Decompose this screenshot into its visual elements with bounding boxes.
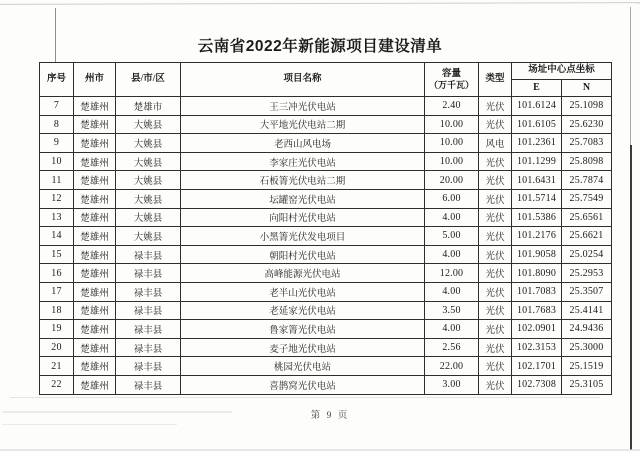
cell-coord-n: 25.7549 [562,189,612,208]
cell-city: 楚雄州 [74,171,116,190]
cell-coord-e: 102.7308 [512,375,562,394]
cell-no: 22 [40,375,74,394]
cell-coord-e: 101.7083 [512,282,562,301]
cell-coord-n: 25.3105 [562,375,612,394]
cell-capacity: 4.00 [425,208,479,227]
cell-county: 大姚县 [116,208,181,227]
table-row [40,134,612,153]
cell-city: 楚雄州 [74,189,116,208]
cell-no: 11 [40,171,74,190]
col-header-no: 序号 [40,63,74,97]
cell-project-name: 老半山光伏电站 [181,282,425,301]
cell-project-name: 王三冲光伏电站 [181,97,425,116]
cell-city: 楚雄州 [74,338,116,357]
capacity-label-line2: （万千瓦） [428,79,474,90]
cell-capacity: 5.00 [425,227,479,246]
cell-county: 禄丰县 [116,357,181,376]
cell-no: 7 [40,97,74,116]
col-header-city: 州市 [74,63,116,97]
cell-project-name: 鲁家箐光伏电站 [181,320,425,339]
table-row [40,115,612,134]
table-row [40,208,612,227]
table-row [40,338,612,357]
cell-capacity: 4.00 [425,320,479,339]
cell-coord-n: 24.9436 [562,320,612,339]
cell-capacity: 10.00 [425,115,479,134]
cell-coord-n: 25.1098 [562,97,612,116]
cell-city: 楚雄州 [74,227,116,246]
table-row [40,357,612,376]
table-row [40,171,612,190]
cell-city: 楚雄州 [74,264,116,283]
cell-capacity: 20.00 [425,171,479,190]
cell-type: 光伏 [479,97,512,116]
cell-county: 大姚县 [116,227,181,246]
col-header-county: 县/市/区 [116,63,181,97]
cell-coord-e: 101.5714 [512,189,562,208]
scan-smudge [10,397,600,398]
cell-project-name: 李家庄光伏电站 [181,152,425,171]
capacity-label-line1: 容量 [441,68,461,79]
cell-city: 楚雄州 [74,245,116,264]
cell-capacity: 10.00 [425,152,479,171]
cell-project-name: 麦子地光伏电站 [181,338,425,357]
table-row [40,264,612,283]
cell-coord-e: 101.7683 [512,301,562,320]
cell-coord-e: 101.6105 [512,115,562,134]
cell-project-name: 石板箐光伏电站二期 [181,171,425,190]
cell-no: 9 [40,134,74,153]
cell-project-name: 桃园光伏电站 [181,357,425,376]
cell-no: 21 [40,357,74,376]
cell-type: 光伏 [479,227,512,246]
cell-capacity: 6.00 [425,189,479,208]
cell-no: 8 [40,115,74,134]
scan-smudge [0,449,640,451]
cell-coord-e: 101.5386 [512,208,562,227]
cell-no: 10 [40,152,74,171]
cell-capacity: 10.00 [425,134,479,153]
cell-coord-n: 25.2953 [562,264,612,283]
cell-coord-n: 25.0254 [562,245,612,264]
cell-type: 光伏 [479,152,512,171]
cell-city: 楚雄州 [74,282,116,301]
cell-project-name: 坛罐窑光伏电站 [181,189,425,208]
cell-coord-n: 25.8098 [562,152,612,171]
cell-type: 光伏 [479,115,512,134]
cell-type: 光伏 [479,189,512,208]
page-title: 云南省2022年新能源项目建设清单 [197,38,443,55]
table-row [40,189,612,208]
cell-city: 楚雄州 [74,375,116,394]
cell-coord-n: 25.3000 [562,338,612,357]
cell-county: 楚雄市 [116,97,181,116]
cell-project-name: 大平地光伏电站二期 [181,115,425,134]
cell-no: 14 [40,227,74,246]
scan-right-artifact-line-faint [630,7,631,147]
cell-coord-n: 25.6561 [562,208,612,227]
cell-county: 大姚县 [116,189,181,208]
cell-coord-n: 25.7083 [562,134,612,153]
table-row [40,301,612,320]
col-header-e: E [512,80,562,97]
cell-coord-n: 25.3507 [562,282,612,301]
table-row [40,227,612,246]
table-body [40,97,612,395]
cell-capacity: 3.00 [425,375,479,394]
cell-project-name: 朝阳村光伏电站 [181,245,425,264]
cell-coord-n: 25.4141 [562,301,612,320]
scan-smudge [2,424,177,425]
cell-city: 楚雄州 [74,152,116,171]
cell-county: 大姚县 [116,171,181,190]
table-row [40,375,612,394]
cell-county: 禄丰县 [116,282,181,301]
cell-coord-e: 102.0901 [512,320,562,339]
cell-type: 光伏 [479,282,512,301]
cell-coord-e: 101.9058 [512,245,562,264]
table-row [40,320,612,339]
cell-coord-e: 102.3153 [512,338,562,357]
cell-no: 20 [40,338,74,357]
col-header-project-name: 项目名称 [181,63,425,97]
cell-capacity: 22.00 [425,357,479,376]
page-number: 第 9 页 [310,411,350,421]
table-row [40,152,612,171]
cell-project-name: 喜鹊窝光伏电站 [181,375,425,394]
cell-county: 禄丰县 [116,301,181,320]
cell-project-name: 老西山风电场 [181,134,425,153]
cell-no: 16 [40,264,74,283]
cell-no: 12 [40,189,74,208]
scan-right-artifact-line [630,145,632,450]
cell-county: 大姚县 [116,152,181,171]
cell-capacity: 12.00 [425,264,479,283]
cell-coord-e: 101.6124 [512,97,562,116]
cell-project-name: 小黑箐光伏发电项目 [181,227,425,246]
cell-county: 禄丰县 [116,375,181,394]
cell-type: 光伏 [479,357,512,376]
scan-top-edge-line [0,2,640,5]
cell-coord-e: 101.6431 [512,171,562,190]
projects-table [39,62,612,395]
cell-capacity: 4.00 [425,282,479,301]
cell-type: 光伏 [479,301,512,320]
cell-coord-e: 101.8090 [512,264,562,283]
cell-capacity: 3.50 [425,301,479,320]
cell-county: 禄丰县 [116,338,181,357]
cell-type: 光伏 [479,264,512,283]
cell-type: 光伏 [479,338,512,357]
cell-type: 光伏 [479,320,512,339]
cell-coord-n: 25.1519 [562,357,612,376]
cell-city: 楚雄州 [74,320,116,339]
cell-city: 楚雄州 [74,97,116,116]
cell-capacity: 2.40 [425,97,479,116]
cell-county: 禄丰县 [116,245,181,264]
cell-coord-e: 101.2176 [512,227,562,246]
cell-city: 楚雄州 [74,208,116,227]
cell-capacity: 4.00 [425,245,479,264]
cell-no: 13 [40,208,74,227]
cell-type: 光伏 [479,375,512,394]
cell-city: 楚雄州 [74,301,116,320]
cell-coord-n: 25.6230 [562,115,612,134]
cell-city: 楚雄州 [74,134,116,153]
header-row-1 [40,63,612,80]
col-header-type: 类型 [479,63,512,97]
cell-project-name: 向阳村光伏电站 [181,208,425,227]
cell-county: 大姚县 [116,115,181,134]
cell-no: 19 [40,320,74,339]
col-header-n: N [562,80,612,97]
cell-type: 光伏 [479,171,512,190]
cell-coord-e: 102.1701 [512,357,562,376]
cell-type: 光伏 [479,245,512,264]
table-row [40,282,612,301]
cell-no: 18 [40,301,74,320]
cell-county: 禄丰县 [116,320,181,339]
cell-city: 楚雄州 [74,115,116,134]
col-header-coordinates: 场址中心点坐标 [512,63,612,80]
cell-type: 光伏 [479,208,512,227]
cell-coord-n: 25.6621 [562,227,612,246]
table-row [40,245,612,264]
cell-project-name: 老延家光伏电站 [181,301,425,320]
cell-coord-e: 101.1299 [512,152,562,171]
cell-project-name: 高峰能源光伏电站 [181,264,425,283]
cell-capacity: 2.56 [425,338,479,357]
col-header-capacity [425,63,479,97]
cell-no: 17 [40,282,74,301]
cell-county: 禄丰县 [116,264,181,283]
cell-city: 楚雄州 [74,357,116,376]
cell-coord-n: 25.7874 [562,171,612,190]
cell-county: 大姚县 [116,134,181,153]
table-row [40,97,612,116]
cell-type: 风电 [479,134,512,153]
cell-no: 15 [40,245,74,264]
cell-coord-e: 101.2361 [512,134,562,153]
